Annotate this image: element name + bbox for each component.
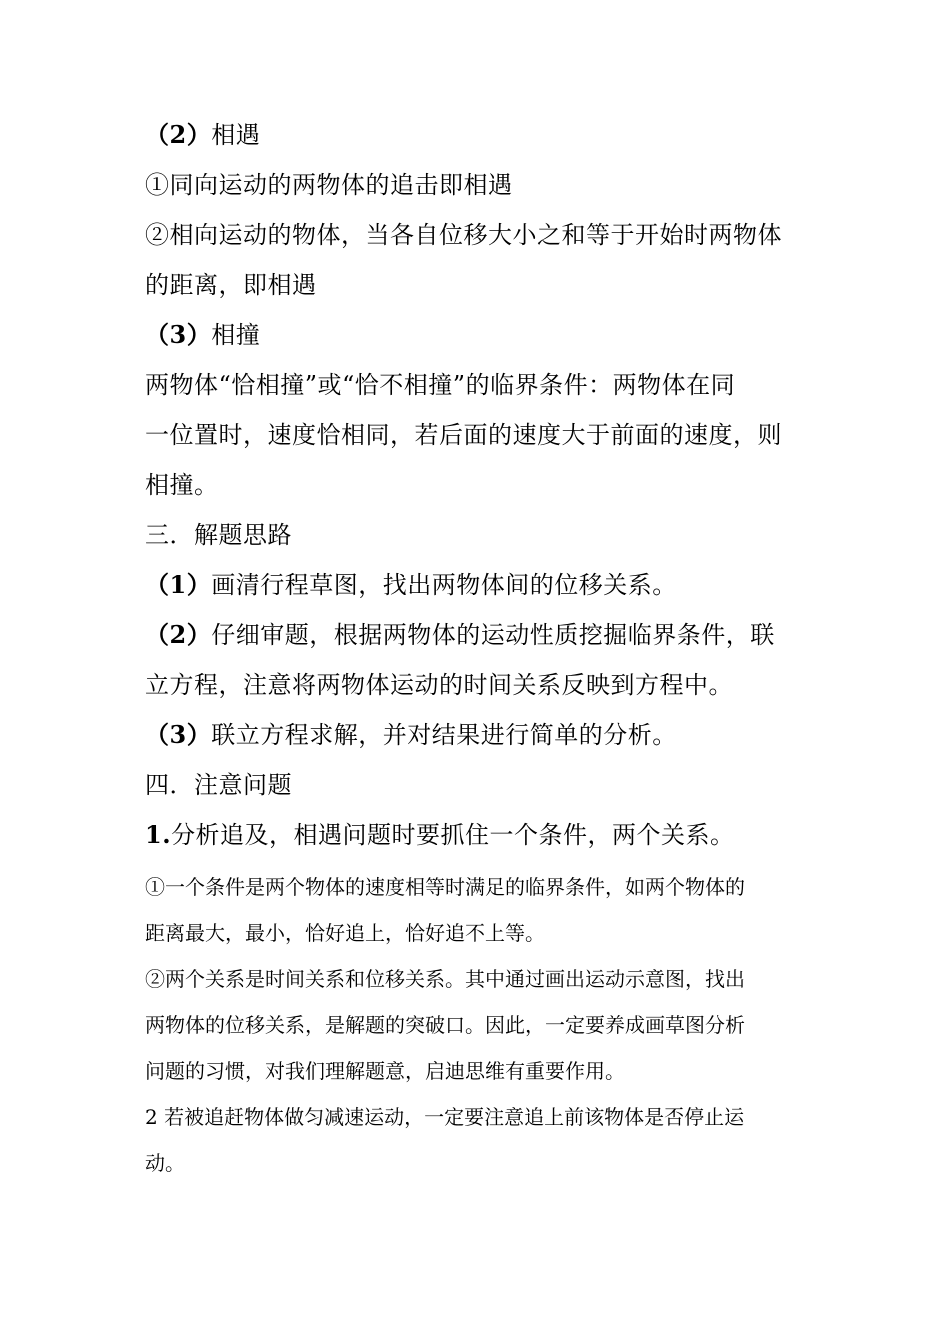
meet-point-2-line-2: 的距离，即相遇 [145,271,317,299]
heading-collide-number: （3） [145,320,212,349]
heading-meet [145,110,810,160]
heading-approach: 三．解题思路 [145,521,292,549]
note-1-sub-2-line-3: 问题的习惯，对我们理解题意，启迪思维有重要作用。 [145,1059,625,1083]
meet-point-1: ①同向运动的两物体的追击即相遇 [145,171,513,199]
heading-collide-text: 相撞 [211,321,261,349]
note-1-sub-2-line-2: 两物体的位移关系，是解题的突破口。因此，一定要养成画草图分析 [145,1013,745,1037]
note-2-line-2: 动。 [145,1151,185,1175]
collide-para-line-1: 两物体“恰相撞”或“恰不相撞”的临界条件：两物体在同 [145,371,736,399]
note-2-line-1: 2 若被追赶物体做匀减速运动，一定要注意追上前该物体是否停止运 [145,1105,745,1129]
approach-step-2-line-1 [145,610,810,660]
meet-point-2-line-1: ②相向运动的物体，当各自位移大小之和等于开始时两物体 [145,221,782,249]
note-1-number: 1. [145,820,172,849]
collide-para-line-2: 一位置时，速度恰相同，若后面的速度大于前面的速度，则 [145,421,782,449]
approach-step-1-text: 画清行程草图，找出两物体间的位移关系。 [211,571,677,599]
heading-notes: 四．注意问题 [145,771,292,799]
note-1-sub-2-line-1: ②两个关系是时间关系和位移关系。其中通过画出运动示意图，找出 [145,967,745,991]
approach-step-3-number: （3） [145,720,212,749]
heading-collide [145,310,810,360]
note-1 [145,810,810,860]
approach-step-3-text: 联立方程求解，并对结果进行简单的分析。 [211,721,677,749]
approach-step-2-line-2: 立方程，注意将两物体运动的时间关系反映到方程中。 [145,671,733,699]
document-content [145,110,810,1186]
heading-meet-text: 相遇 [211,121,261,149]
note-1-sub-1-line-1: ①一个条件是两个物体的速度相等时满足的临界条件，如两个物体的 [145,875,745,899]
approach-step-2-number: （2） [145,620,212,649]
approach-step-1-number: （1） [145,570,212,599]
approach-step-2-text-line-1: 仔细审题，根据两物体的运动性质挖掘临界条件，联 [211,621,775,649]
approach-step-3 [145,710,810,760]
note-1-sub-1-line-2: 距离最大，最小，恰好追上，恰好追不上等。 [145,921,545,945]
collide-para-line-3: 相撞。 [145,471,219,499]
note-1-text: 分析追及，相遇问题时要抓住一个条件，两个关系。 [171,821,735,849]
heading-meet-number: （2） [145,120,212,149]
approach-step-1 [145,560,810,610]
